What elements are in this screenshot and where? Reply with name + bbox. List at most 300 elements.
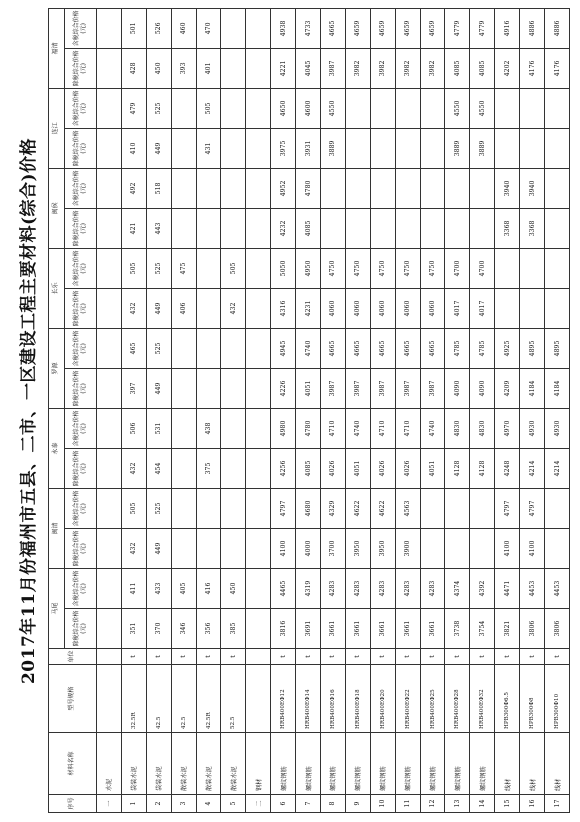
price-cell: 4060 [395,288,420,328]
price-cell: 3987 [370,368,395,408]
price-cell [196,488,221,528]
price-cell: 4283 [420,568,445,608]
price-cell [97,609,122,649]
price-cell [520,128,545,168]
price-cell: 4665 [395,328,420,368]
price-cell: 4090 [445,368,470,408]
price-cell: 4780 [296,168,321,208]
price-cell: 406 [171,288,196,328]
price-cell [97,448,122,488]
price-cell [495,288,520,328]
price-cell: 401 [196,48,221,88]
price-cell: 4665 [370,328,395,368]
price-cell: 3987 [420,368,445,408]
price-cell [221,408,246,448]
price-cell: 4176 [545,48,570,88]
row-name: 线材 [520,733,545,795]
price-cell: 4600 [296,88,321,128]
price-cell [221,208,246,248]
price-cell [345,88,370,128]
price-cell [420,208,445,248]
row-spec: 42.5R [196,665,221,733]
price-cell [246,609,271,649]
price-cell [370,168,395,208]
header-price-pretax: 除税综合价格(元) [65,208,97,248]
price-cell: 3982 [370,48,395,88]
price-cell: 4950 [296,248,321,288]
price-cell: 479 [121,88,146,128]
price-cell: 393 [171,48,196,88]
price-cell: 4221 [271,48,296,88]
price-cell: 4100 [520,528,545,568]
price-cell [321,168,346,208]
row-seq: 一 [97,795,122,813]
price-cell: 356 [196,609,221,649]
price-cell: 4710 [370,408,395,448]
price-cell: 405 [171,568,196,608]
price-cell: 3661 [345,609,370,649]
price-cell: 4779 [470,8,495,48]
row-name: 线材 [545,733,570,795]
price-cell: 416 [196,568,221,608]
price-cell: 4785 [470,328,495,368]
header-price-taxed: 含税综合价格(元) [65,168,97,208]
price-cell: 4665 [345,328,370,368]
price-cell: 4797 [495,488,520,528]
price-cell: 5050 [271,248,296,288]
price-cell: 4930 [545,408,570,448]
price-cell: 421 [121,208,146,248]
price-cell: 4100 [495,528,520,568]
price-cell: 449 [146,368,171,408]
price-cell: 4060 [370,288,395,328]
header-price-pretax: 除税综合价格(元) [65,609,97,649]
price-cell [171,448,196,488]
header-price-taxed: 含税综合价格(元) [65,248,97,288]
price-cell: 4925 [495,328,520,368]
price-cell: 4100 [271,528,296,568]
price-cell: 4550 [470,88,495,128]
price-cell: 3982 [345,48,370,88]
price-cell: 3889 [470,128,495,168]
price-cell: 432 [221,288,246,328]
price-cell: 4060 [420,288,445,328]
row-unit: t [545,649,570,665]
price-cell [545,168,570,208]
price-cell: 4085 [296,448,321,488]
row-name: 螺纹钢筋 [370,733,395,795]
price-cell: 351 [121,609,146,649]
price-cell: 4209 [495,368,520,408]
price-cell: 410 [121,128,146,168]
price-cell: 4665 [321,8,346,48]
header-price-pretax: 除税综合价格(元) [65,448,97,488]
price-cell: 4283 [370,568,395,608]
price-cell: 3982 [420,48,445,88]
price-cell: 4316 [271,288,296,328]
price-cell [246,8,271,48]
price-cell [445,168,470,208]
header-price-pretax: 除税综合价格(元) [65,368,97,408]
row-spec: 42.5 [146,665,171,733]
price-cell: 4017 [445,288,470,328]
row-spec: HRB400EΦ28 [445,665,470,733]
row-seq: 4 [196,795,221,813]
row-seq: 1 [121,795,146,813]
header-price-pretax: 除税综合价格(元) [65,128,97,168]
price-cell: 3987 [321,368,346,408]
price-cell: 3900 [395,528,420,568]
price-cell [171,408,196,448]
price-cell: 4750 [420,248,445,288]
price-cell: 4659 [420,8,445,48]
price-cell [495,248,520,288]
row-spec: HRB400EΦ18 [345,665,370,733]
price-cell: 4085 [296,208,321,248]
price-cell [97,488,122,528]
row-spec: HRB400EΦ12 [271,665,296,733]
price-cell: 3950 [370,528,395,568]
row-seq: 二 [246,795,271,813]
price-cell: 4750 [321,248,346,288]
row-name: 散装水泥 [171,733,196,795]
price-cell [196,528,221,568]
header-region-mawei: 马尾 [49,568,65,648]
price-cell [445,488,470,528]
price-cell: 3816 [271,609,296,649]
price-cell [445,528,470,568]
price-cell: 4051 [420,448,445,488]
header-price-taxed: 含税综合价格(元) [65,328,97,368]
header-region-lianjiang: 连江 [49,88,65,168]
row-seq: 11 [395,795,420,813]
price-cell [171,368,196,408]
price-cell: 4740 [420,408,445,448]
price-cell: 4550 [321,88,346,128]
price-cell [171,88,196,128]
table-row [196,8,221,812]
price-cell: 525 [146,88,171,128]
price-cell: 4779 [445,8,470,48]
row-spec: 42.5 [171,665,196,733]
price-cell [345,128,370,168]
row-seq: 7 [296,795,321,813]
price-cell [420,488,445,528]
row-unit [97,649,122,665]
price-cell [97,48,122,88]
price-cell [495,88,520,128]
row-seq: 14 [470,795,495,813]
header-price-taxed: 含税综合价格(元) [65,488,97,528]
price-cell [221,368,246,408]
price-cell [246,448,271,488]
row-unit [246,649,271,665]
row-name: 螺纹钢筋 [420,733,445,795]
price-cell: 4970 [495,408,520,448]
price-cell: 4659 [345,8,370,48]
price-cell [420,168,445,208]
price-cell: 475 [171,248,196,288]
price-cell [246,88,271,128]
price-cell: 3940 [495,168,520,208]
row-unit: t [470,649,495,665]
price-cell: 3931 [296,128,321,168]
price-cell [97,368,122,408]
table-row [370,8,395,812]
price-cell [420,88,445,128]
row-name: 螺纹钢筋 [445,733,470,795]
price-cell: 505 [121,248,146,288]
price-cell: 4232 [271,208,296,248]
row-spec: HPB300Φ10 [545,665,570,733]
price-cell: 428 [121,48,146,88]
price-cell: 4750 [395,248,420,288]
price-cell: 4930 [520,408,545,448]
price-cell: 4471 [495,568,520,608]
price-cell [221,528,246,568]
price-cell [221,448,246,488]
row-spec [246,665,271,733]
price-cell: 4283 [321,568,346,608]
row-name: 螺纹钢筋 [271,733,296,795]
price-cell [97,528,122,568]
price-cell [171,128,196,168]
price-cell: 432 [121,288,146,328]
price-cell: 506 [121,408,146,448]
price-cell: 4026 [395,448,420,488]
price-cell: 4895 [520,328,545,368]
price-cell: 3950 [345,528,370,568]
row-seq: 9 [345,795,370,813]
price-cell: 4026 [370,448,395,488]
row-unit: t [321,649,346,665]
price-cell [545,488,570,528]
price-cell: 3661 [321,609,346,649]
price-cell: 3368 [495,208,520,248]
price-cell: 525 [146,488,171,528]
price-cell [495,128,520,168]
row-name: 螺纹钢筋 [345,733,370,795]
price-cell: 346 [171,609,196,649]
header-name: 材料名称 [49,733,97,795]
price-cell: 3975 [271,128,296,168]
row-seq: 5 [221,795,246,813]
price-cell: 4202 [495,48,520,88]
price-cell: 3661 [420,609,445,649]
price-cell [520,88,545,128]
table-row [495,8,520,812]
row-seq: 15 [495,795,520,813]
price-cell [171,328,196,368]
price-cell [420,528,445,568]
price-cell: 3754 [470,609,495,649]
price-cell [246,408,271,448]
price-cell [196,248,221,288]
price-cell: 4650 [271,88,296,128]
price-cell [470,528,495,568]
price-cell: 4710 [321,408,346,448]
price-cell [545,88,570,128]
price-cell: 4283 [395,568,420,608]
row-name: 线材 [495,733,520,795]
price-cell: 3821 [495,609,520,649]
price-cell [395,168,420,208]
price-cell: 4392 [470,568,495,608]
row-unit: t [395,649,420,665]
price-cell [196,208,221,248]
price-cell: 4785 [445,328,470,368]
price-cell: 505 [196,88,221,128]
price-cell [97,288,122,328]
price-cell: 3691 [296,609,321,649]
row-unit: t [345,649,370,665]
row-spec: HPB300Φ6.5 [495,665,520,733]
price-cell [321,208,346,248]
row-name: 钢材 [246,733,271,795]
price-cell [171,528,196,568]
price-cell: 432 [121,448,146,488]
price-cell: 531 [146,408,171,448]
price-cell [97,128,122,168]
price-cell: 450 [146,48,171,88]
price-cell: 4622 [345,488,370,528]
table-row [246,8,271,812]
price-cell [246,288,271,328]
price-cell: 3940 [520,168,545,208]
row-spec: HRB400EΦ20 [370,665,395,733]
price-cell: 4830 [445,408,470,448]
price-cell: 4214 [520,448,545,488]
price-cell: 4700 [470,248,495,288]
row-unit: t [121,649,146,665]
price-cell [97,328,122,368]
price-cell: 4045 [296,48,321,88]
page-title: 2017年11月份福州市五县、二市、一区建设工程主要材料(综合)价格 [19,137,39,685]
price-cell [395,128,420,168]
price-cell: 4550 [445,88,470,128]
table-row [171,8,196,812]
price-cell [196,168,221,208]
row-name: 螺纹钢筋 [395,733,420,795]
price-cell: 4128 [470,448,495,488]
price-cell: 4895 [545,328,570,368]
price-cell [395,88,420,128]
price-cell [545,208,570,248]
row-name: 螺纹钢筋 [470,733,495,795]
row-seq: 3 [171,795,196,813]
price-cell [221,168,246,208]
row-spec: HRB400EΦ16 [321,665,346,733]
row-spec: HRB400EΦ14 [296,665,321,733]
price-cell [97,248,122,288]
table-row [221,8,246,812]
header-region-fuqing: 福清 [49,8,65,88]
price-cell [97,408,122,448]
price-cell: 4374 [445,568,470,608]
header-price-pretax: 除税综合价格(元) [65,48,97,88]
price-cell [470,488,495,528]
price-cell: 4051 [296,368,321,408]
price-cell: 449 [146,128,171,168]
row-unit: t [520,649,545,665]
price-cell: 3806 [520,609,545,649]
row-name: 散装水泥 [196,733,221,795]
price-cell: 501 [121,8,146,48]
row-unit: t [420,649,445,665]
header-price-pretax: 除税综合价格(元) [65,288,97,328]
row-unit: t [171,649,196,665]
row-unit: t [221,649,246,665]
price-cell: 4026 [321,448,346,488]
header-region-changle: 长乐 [49,248,65,328]
price-cell [221,128,246,168]
row-seq: 2 [146,795,171,813]
price-cell [395,208,420,248]
price-cell [196,368,221,408]
price-cell: 4085 [470,48,495,88]
price-cell: 4000 [296,528,321,568]
price-cell [221,48,246,88]
table-row [296,8,321,812]
row-spec: HRB400EΦ22 [395,665,420,733]
price-cell: 4085 [445,48,470,88]
price-cell [246,128,271,168]
price-cell: 3987 [395,368,420,408]
price-cell: 385 [221,609,246,649]
price-table [48,8,570,813]
price-cell: 4319 [296,568,321,608]
price-cell: 4563 [395,488,420,528]
price-cell [246,208,271,248]
row-name: 水泥 [97,733,122,795]
header-region-yongtai: 永泰 [49,408,65,488]
price-cell [221,328,246,368]
price-cell: 4465 [271,568,296,608]
price-cell: 450 [221,568,246,608]
row-unit: t [271,649,296,665]
price-cell: 4214 [545,448,570,488]
price-cell [345,208,370,248]
table-row [445,8,470,812]
row-unit: t [196,649,221,665]
price-cell: 4329 [321,488,346,528]
row-spec: HPB300Φ8 [520,665,545,733]
price-cell: 3661 [370,609,395,649]
table-row [420,8,445,812]
price-cell: 4700 [445,248,470,288]
table-row [271,8,296,812]
price-cell: 4733 [296,8,321,48]
row-name: 散装水泥 [221,733,246,795]
price-cell [171,208,196,248]
price-cell [520,248,545,288]
price-cell [246,528,271,568]
header-price-taxed: 含税综合价格(元) [65,88,97,128]
price-cell: 4665 [321,328,346,368]
row-unit: t [146,649,171,665]
price-cell: 3987 [321,48,346,88]
table-row [345,8,370,812]
row-seq: 8 [321,795,346,813]
price-cell: 4453 [520,568,545,608]
row-spec: 32.5R [121,665,146,733]
price-cell: 4248 [495,448,520,488]
price-cell: 3987 [345,368,370,408]
price-cell: 518 [146,168,171,208]
row-name: 螺纹钢筋 [296,733,321,795]
price-cell: 4797 [520,488,545,528]
price-cell [97,88,122,128]
